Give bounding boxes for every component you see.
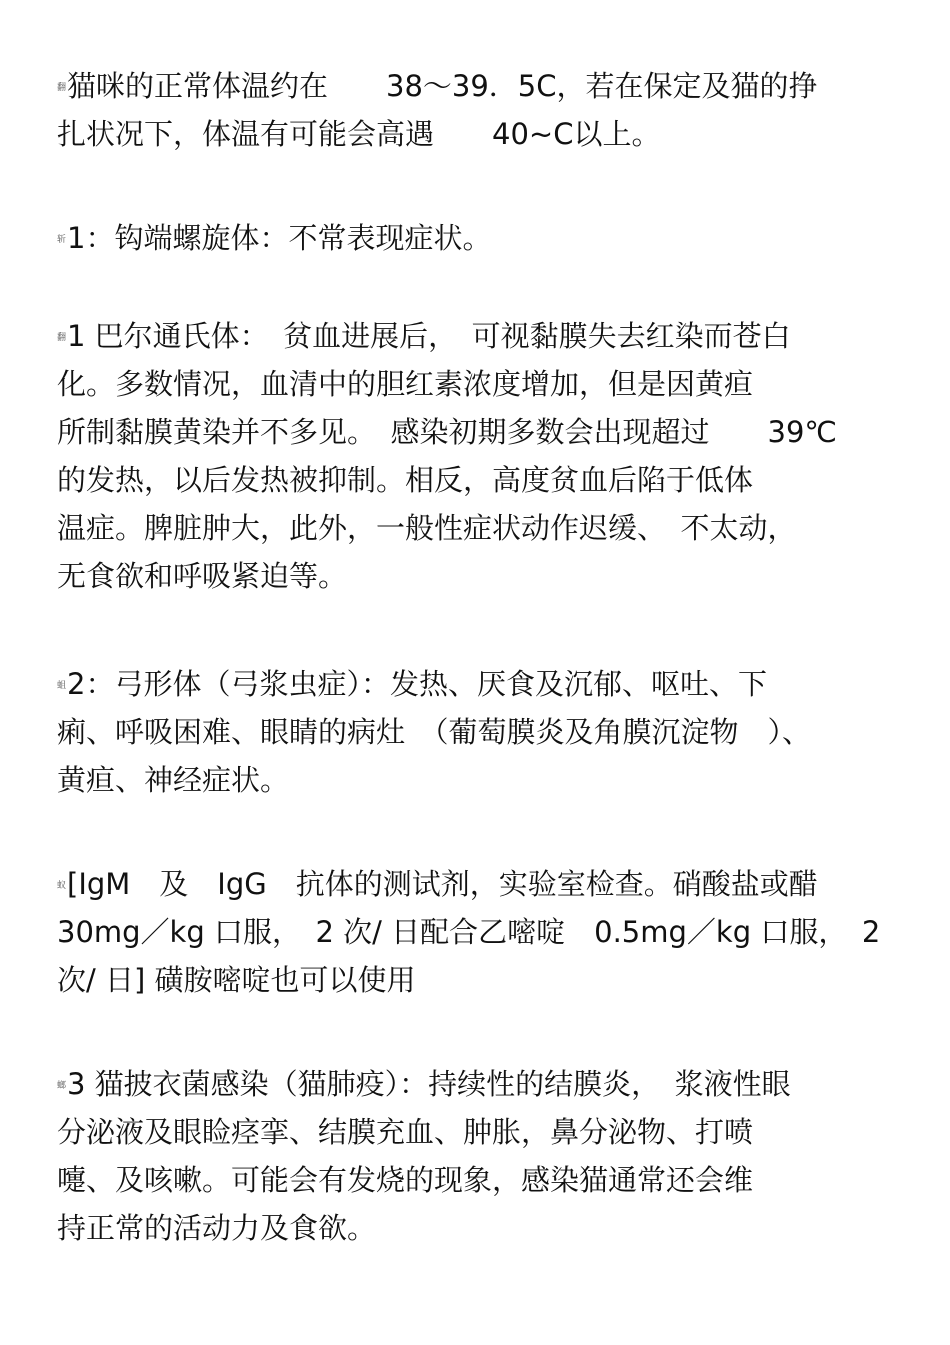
paragraph-text: 30mg／kg 口服， 2 次/ 日配合乙嘧啶 0.5mg／kg 口服， 2 [57, 915, 881, 949]
paragraph-text: 温症。脾脏肿大，此外，一般性症状动作迟缓、 不太动， [57, 511, 797, 545]
paragraph-line [57, 360, 907, 408]
paragraph-bartonella [57, 312, 907, 600]
paragraph-text: 痢、呼吸困难、眼睛的病灶 （葡萄膜炎及角膜沉淀物 ）、 [57, 715, 812, 749]
paragraph-line [57, 1108, 907, 1156]
scan-artifact-mark: 翻 [57, 82, 67, 93]
paragraph-line [57, 1204, 907, 1252]
scan-artifact-mark: 螂 [57, 1080, 67, 1091]
paragraph-text: 无食欲和呼吸紧迫等。 [57, 559, 348, 593]
paragraph-line [57, 552, 907, 600]
paragraph-text: 猫咪的正常体温约在 38～39．5C，若在保定及猫的挣 [67, 69, 818, 103]
paragraph-text: 扎状况下，体温有可能会高遇 40~C以上。 [57, 117, 661, 151]
paragraph-text: 黄疸、神经症状。 [57, 763, 290, 797]
paragraph-line [57, 1060, 907, 1108]
scan-artifact-mark: 斩 [57, 234, 67, 245]
paragraph-line [57, 312, 907, 360]
paragraph-line [57, 408, 907, 456]
scan-artifact-mark: 蚁 [57, 880, 67, 891]
paragraph-text: [IgM 及 IgG 抗体的测试剂，实验室检查。硝酸盐或醋 [67, 867, 818, 901]
scan-artifact-mark: 翻 [57, 332, 67, 343]
paragraph-line [57, 110, 907, 158]
scan-artifact-mark: 蛆 [57, 680, 67, 691]
paragraph-line [57, 456, 907, 504]
paragraph-text: 1 巴尔通氏体： 贫血进展后， 可视黏膜失去红染而苍白 [67, 319, 791, 353]
paragraph-line [57, 660, 907, 708]
paragraph-text: 2：弓形体（弓浆虫症）：发热、厌食及沉郁、呕吐、下 [67, 667, 767, 701]
paragraph-line [57, 956, 907, 1004]
paragraph-text: 所制黏膜黄染并不多见。 感染初期多数会出现超过 39℃ [57, 415, 837, 449]
paragraph-leptospira [57, 214, 907, 262]
paragraph-line [57, 1156, 907, 1204]
paragraph-text: 的发热，以后发热被抑制。相反，高度贫血后陷于低体 [57, 463, 754, 497]
paragraph-toxoplasma [57, 660, 907, 804]
paragraph-text: 化。多数情况，血清中的胆红素浓度增加，但是因黄疸 [57, 367, 754, 401]
paragraph-text: 次/ 日] 磺胺嘧啶也可以使用 [57, 963, 416, 997]
paragraph-text: 持正常的活动力及食欲。 [57, 1211, 377, 1245]
paragraph-text: 分泌液及眼睑痉挛、结膜充血、肿胀，鼻分泌物、打喷 [57, 1115, 754, 1149]
paragraph-line [57, 708, 907, 756]
paragraph-chlamydia [57, 1060, 907, 1252]
paragraph-line [57, 860, 907, 908]
paragraph-body-temperature [57, 62, 907, 158]
paragraph-line [57, 214, 907, 262]
paragraph-antibody-test [57, 860, 907, 1004]
paragraph-text: 1：钩端螺旋体：不常表现症状。 [67, 221, 492, 255]
paragraph-line [57, 756, 907, 804]
paragraph-line [57, 908, 907, 956]
paragraph-text: 嚏、及咳嗽。可能会有发烧的现象，感染猫通常还会维 [57, 1163, 754, 1197]
paragraph-line [57, 504, 907, 552]
paragraph-text: 3 猫披衣菌感染（猫肺疫）：持续性的结膜炎， 浆液性眼 [67, 1067, 791, 1101]
paragraph-line [57, 62, 907, 110]
